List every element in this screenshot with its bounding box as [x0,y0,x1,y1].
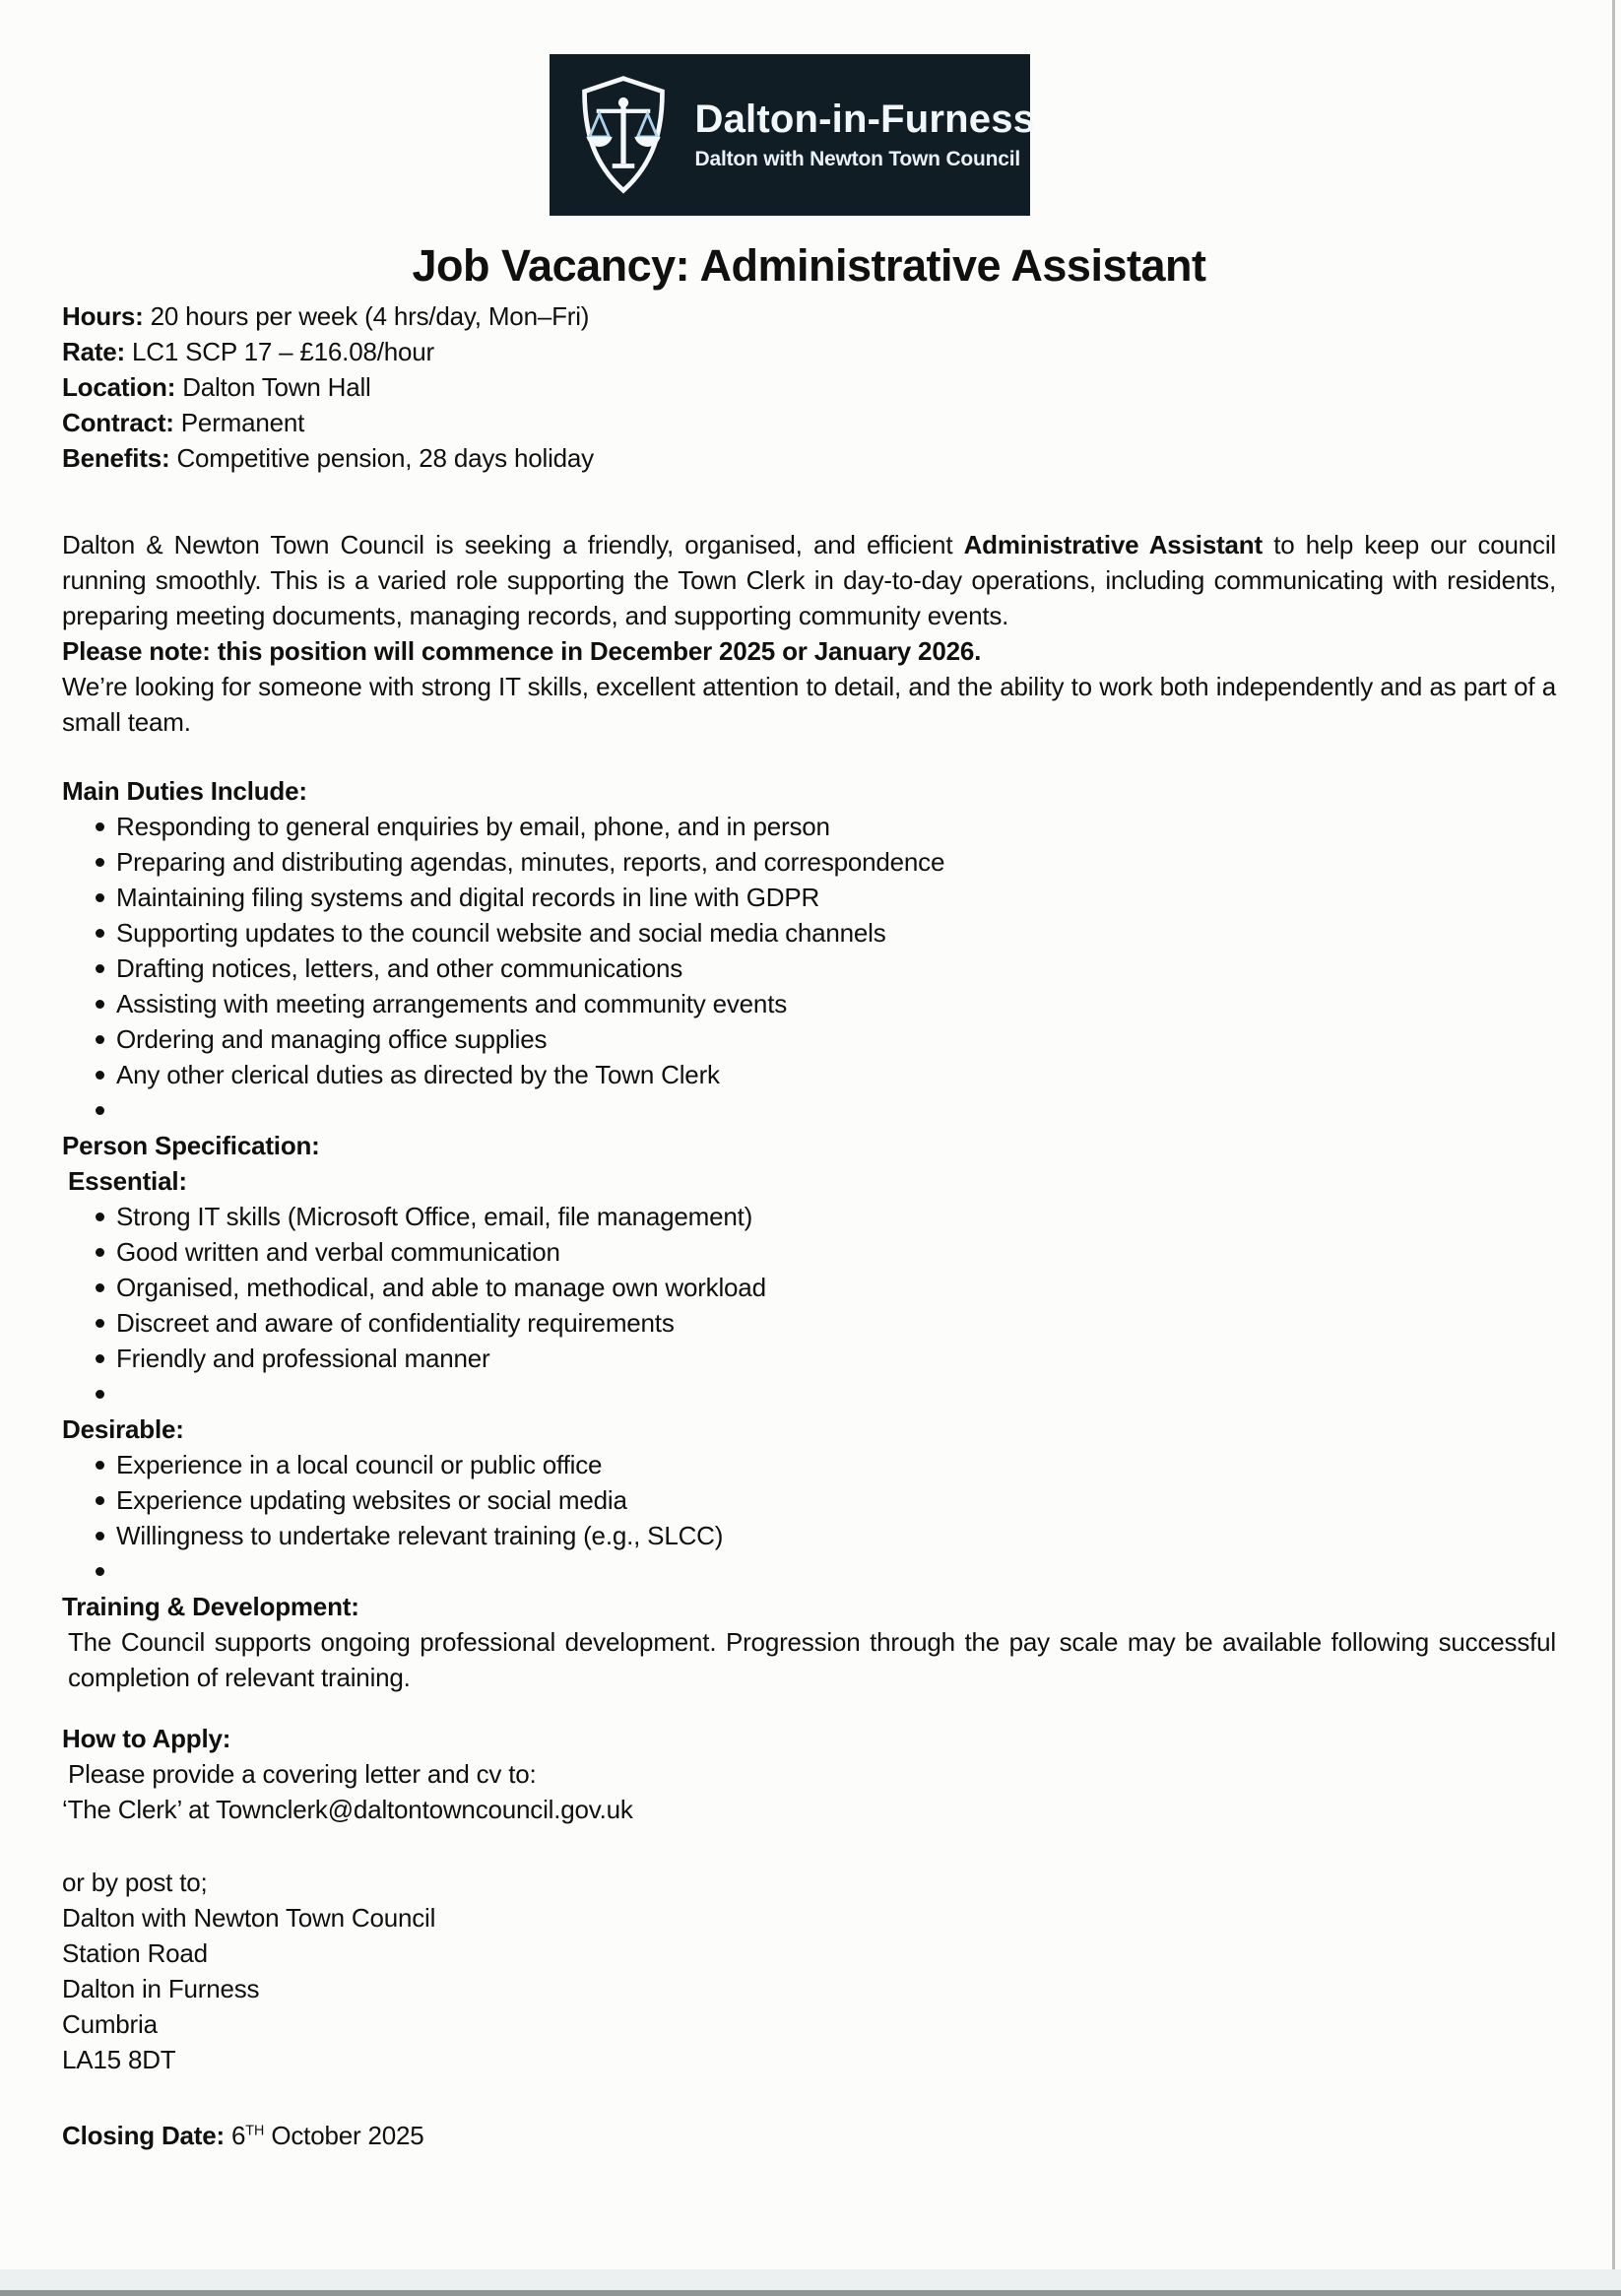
list-item-text: Good written and verbal communication [116,1237,560,1267]
list-item [62,1518,1556,1553]
closing-date-day: 6 [224,2121,246,2150]
closing-date-ordinal: TH [245,2123,265,2139]
intro-text: Dalton & Newton Town Council is seeking a friendly, organised, and efficient [62,530,964,559]
intro-paragraph-2: We’re looking for someone with strong IT skills, excellent attention to detail, and the ability to work both independently and as part of a small team. [62,672,1556,737]
list-item [62,809,1556,844]
post-intro: or by post to; [62,1868,208,1897]
list-item [62,1341,1556,1376]
list-item-text: Maintaining filing systems and digital records in line with GDPR [116,883,820,912]
list-item [62,915,1556,951]
list-item-text: Responding to general enquiries by email, phone, and in person [116,812,830,841]
closing-date-label: Closing Date: [62,2121,225,2150]
scan-bottom-band [0,2269,1621,2296]
postal-address [62,1900,1556,2077]
address-line: Cumbria [62,2009,158,2039]
address-line: LA15 8DT [62,2045,176,2074]
list-item-text: Willingness to undertake relevant training (e.g., SLCC) [116,1521,724,1550]
list-item [62,986,1556,1021]
detail-value: Permanent [173,408,305,437]
main-duties-list [62,809,1556,1128]
list-item [62,1447,1556,1482]
logo-row [42,54,1536,216]
detail-label: Contract: [62,408,174,437]
list-item [62,1270,1556,1305]
council-logo [550,54,1036,216]
desirable-heading: Desirable: [62,1414,184,1444]
list-item [62,1092,1556,1128]
person-specification-heading: Person Specification: [62,1131,320,1160]
detail-label: Benefits: [62,443,170,473]
list-item-text: Assisting with meeting arrangements and community events [116,989,788,1018]
list-item [62,1021,1556,1057]
detail-row [62,298,1556,334]
list-item [62,1199,1556,1234]
list-item-text: Drafting notices, letters, and other communications [116,953,683,983]
list-item [62,880,1556,915]
detail-value: 20 hours per week (4 hrs/day, Mon–Fri) [143,301,590,331]
desirable-list [62,1447,1556,1589]
how-to-apply-heading: How to Apply: [62,1724,231,1753]
list-item-text: Preparing and distributing agendas, minutes, reports, and correspondence [116,847,945,877]
closing-date-rest: October 2025 [264,2121,424,2150]
address-line: Dalton in Furness [62,1974,260,2003]
list-item [62,1553,1556,1589]
list-item-text: Strong IT skills (Microsoft Office, email, file management) [116,1202,753,1231]
address-line: Dalton with Newton Town Council [62,1903,436,1933]
list-item [62,844,1556,880]
scan-edge-line [1612,0,1615,2270]
detail-row [62,405,1556,440]
list-item-text: Experience updating websites or social media [116,1485,627,1515]
list-item [62,1482,1556,1518]
logo-title: Dalton-in-Furness [694,98,1036,141]
main-duties-heading: Main Duties Include: [62,776,307,806]
job-details [62,298,1556,476]
apply-email-line: ‘The Clerk’ at Townclerk@daltontowncouncil.gov.uk [62,1795,633,1824]
detail-label: Hours: [62,301,144,331]
list-item-text: Ordering and managing office supplies [116,1024,548,1054]
list-item [62,1376,1556,1411]
page-title: Job Vacancy: Administrative Assistant [412,240,1206,291]
list-item-text: Any other clerical duties as directed by the Town Clerk [116,1060,720,1089]
training-heading: Training & Development: [62,1592,359,1621]
list-item-text: Friendly and professional manner [116,1344,490,1373]
intro-role-bold: Administrative Assistant [963,530,1263,559]
list-item-text: Supporting updates to the council website and social media channels [116,918,886,948]
intro-text-2: to help keep our council running smoothly. This is a varied role supporting the Town Clerk in day-to-day operations, including communicating with residents, preparing meeting documents, managing records, and supporting community events. [62,530,1556,630]
list-item [62,1305,1556,1341]
detail-row [62,440,1556,476]
detail-value: Dalton Town Hall [175,372,371,402]
apply-line-1: Please provide a covering letter and cv to: [68,1759,537,1789]
detail-row [62,369,1556,405]
logo-subtitle: Dalton with Newton Town Council [694,148,1021,170]
scales-of-justice-shield-icon [577,74,670,196]
essential-list [62,1199,1556,1411]
address-line: Station Road [62,1938,208,1968]
essential-heading: Essential: [68,1166,187,1196]
list-item-text: Discreet and aware of confidentiality requirements [116,1308,675,1338]
training-body: The Council supports ongoing professional development. Progression through the pay scale may be available following successful completion of relevant training. [68,1627,1556,1692]
detail-value: Competitive pension, 28 days holiday [169,443,594,473]
list-item [62,1234,1556,1270]
logo-text [695,98,1036,172]
intro-paragraph [62,527,1556,633]
detail-row [62,334,1556,369]
list-item [62,951,1556,986]
intro-note: Please note: this position will commence in December 2025 or January 2026. [62,636,982,666]
detail-label: Rate: [62,337,126,366]
closing-date-line [62,2118,1556,2153]
list-item-text: Experience in a local council or public office [116,1450,603,1479]
list-item [62,1057,1556,1092]
detail-label: Location: [62,372,176,402]
list-item-text: Organised, methodical, and able to manage own workload [116,1273,766,1302]
detail-value: LC1 SCP 17 – £16.08/hour [125,337,434,366]
